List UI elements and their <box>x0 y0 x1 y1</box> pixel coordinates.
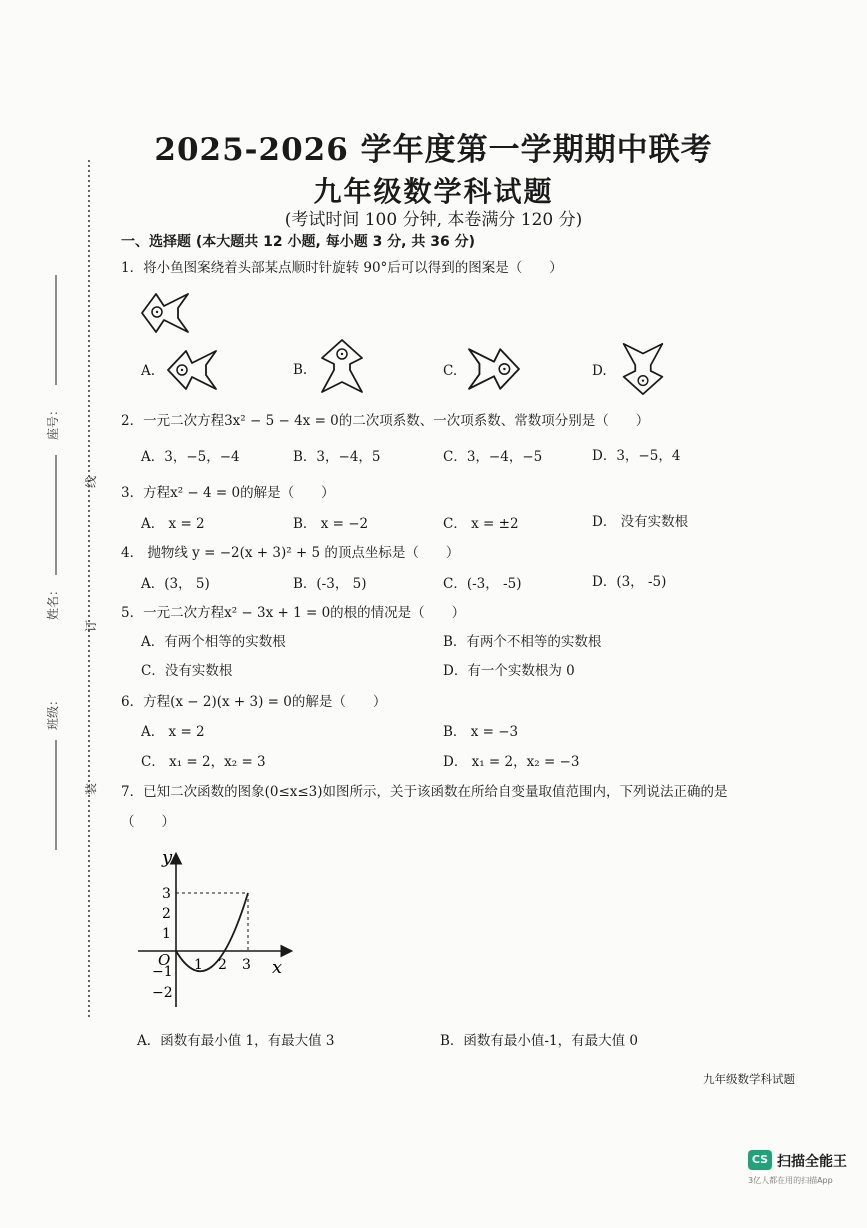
q1-option-b[interactable]: B. <box>293 362 308 378</box>
parabola-curve <box>176 893 248 971</box>
name-underline <box>54 455 58 575</box>
question-3: 3．方程x² − 4 = 0的解是（ ） <box>121 485 335 501</box>
q6-option-b[interactable]: B． x = −3 <box>443 724 519 740</box>
y-tick-1: 1 <box>162 926 171 942</box>
question-1: 1．将小鱼图案绕着头部某点顺时针旋转 90°后可以得到的图案是（ ） <box>121 260 563 276</box>
q4-option-c[interactable]: C．(-3， -5) <box>443 576 522 592</box>
q5-option-b[interactable]: B．有两个不相等的实数根 <box>443 634 602 650</box>
q7-parabola-graph <box>130 845 300 1015</box>
q2-option-c[interactable]: C．3，−4，−5 <box>443 449 543 465</box>
question-7: 7．已知二次函数的图象(0≤x≤3)如图所示，关于该函数在所给自变量取值范围内，下列说法正确的是 <box>121 784 728 800</box>
q5-option-d[interactable]: D．有一个实数根为 0 <box>443 663 575 679</box>
name-label: 姓名： <box>46 583 60 620</box>
q1-option-c[interactable]: C. <box>443 363 458 379</box>
question-7-blank: （ ） <box>121 814 175 830</box>
fish-option-a-figure <box>162 345 222 395</box>
binding-char-3: 装 <box>84 782 98 795</box>
q3-option-d[interactable]: D． 没有实数根 <box>592 514 689 530</box>
y-tick-neg1: −1 <box>152 964 173 980</box>
q7-option-a[interactable]: A．函数有最小值 1，有最大值 3 <box>137 1033 335 1049</box>
fish-option-b-figure <box>316 336 368 396</box>
q1-option-d[interactable]: D. <box>592 363 607 379</box>
q4-option-b[interactable]: B．(-3， 5) <box>293 576 367 592</box>
fish-option-d-figure <box>616 340 670 398</box>
q2-option-a[interactable]: A．3，−5，−4 <box>141 449 240 465</box>
q3-option-a[interactable]: A． x = 2 <box>141 516 205 532</box>
scanner-logo-badge: CS <box>748 1150 772 1170</box>
origin-label: O <box>158 951 171 969</box>
x-axis-label: x <box>272 957 283 978</box>
section-heading: 一、选择题 (本大题共 12 小题, 每小题 3 分, 共 36 分) <box>121 234 476 250</box>
q2-option-b[interactable]: B．3，−4，5 <box>293 449 381 465</box>
q5-option-a[interactable]: A．有两个相等的实数根 <box>141 634 286 650</box>
y-axis-label: y <box>162 847 173 868</box>
q6-option-a[interactable]: A． x = 2 <box>141 724 205 740</box>
x-tick-2: 2 <box>218 957 227 973</box>
binding-line <box>84 160 94 1020</box>
fish-option-c-figure <box>464 343 524 395</box>
q3-option-c[interactable]: C． x = ±2 <box>443 516 519 532</box>
exam-title: 2025-2026 学年度第一学期期中联考 <box>154 132 713 168</box>
question-5: 5．一元二次方程x² − 3x + 1 = 0的根的情况是（ ） <box>121 605 466 621</box>
q1-option-a[interactable]: A. <box>141 363 156 379</box>
seat-underline <box>54 275 58 385</box>
q7-option-b[interactable]: B．函数有最小值-1，有最大值 0 <box>440 1033 638 1049</box>
class-label: 班级： <box>46 693 60 730</box>
binding-char-2: 订 <box>84 619 98 632</box>
question-4: 4． 抛物线 y = −2(x + 3)² + 5 的顶点坐标是（ ） <box>121 545 460 561</box>
q6-option-d[interactable]: D． x₁ = 2，x₂ = −3 <box>443 754 580 770</box>
q6-option-c[interactable]: C． x₁ = 2，x₂ = 3 <box>141 754 266 770</box>
scanner-app-name: 扫描全能王 <box>777 1154 847 1170</box>
question-6: 6．方程(x − 2)(x + 3) = 0的解是（ ） <box>121 694 387 710</box>
class-underline <box>54 740 58 850</box>
q3-option-b[interactable]: B． x = −2 <box>293 516 369 532</box>
y-tick-3: 3 <box>162 886 171 902</box>
y-tick-2: 2 <box>162 906 171 922</box>
exam-subject-title: 九年级数学科试题 <box>313 175 554 208</box>
x-tick-3: 3 <box>242 957 251 973</box>
q5-option-c[interactable]: C．没有实数根 <box>141 663 233 679</box>
q4-option-a[interactable]: A．(3， 5) <box>141 576 210 592</box>
q4-option-d[interactable]: D．(3， -5) <box>592 574 667 590</box>
seat-label: 座号： <box>46 403 60 440</box>
exam-info: (考试时间 100 分钟, 本卷满分 120 分) <box>284 210 583 230</box>
scanner-tagline: 3亿人都在用的扫描App <box>748 1176 833 1185</box>
q2-option-d[interactable]: D．3，−5，4 <box>592 448 681 464</box>
page-footer: 九年级数学科试题 <box>703 1072 795 1086</box>
y-tick-neg2: −2 <box>152 985 173 1001</box>
binding-char-1: 线 <box>84 475 98 488</box>
x-tick-1: 1 <box>194 957 203 973</box>
fish-original-figure <box>138 288 194 338</box>
question-2: 2．一元二次方程3x² − 5 − 4x = 0的二次项系数、一次项系数、常数项分别是（ ） <box>121 413 650 429</box>
